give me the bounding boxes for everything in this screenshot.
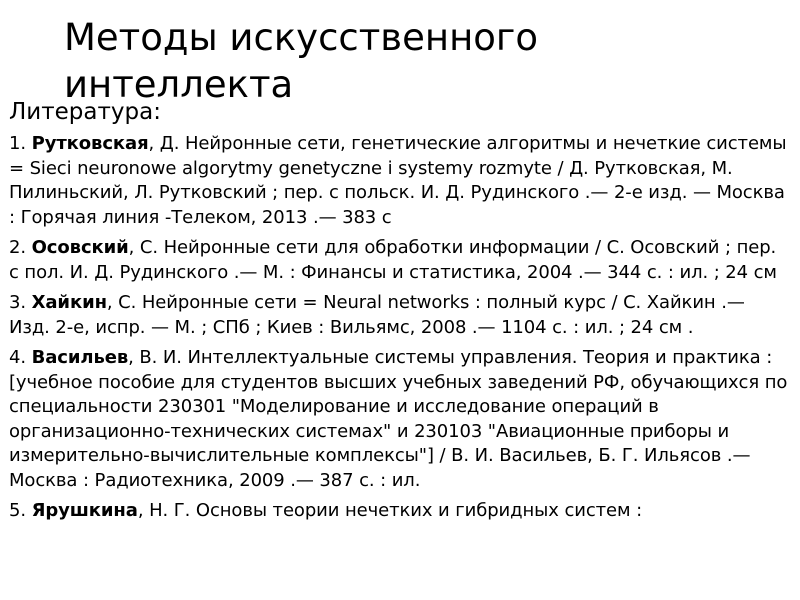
- reference-number: 2.: [9, 237, 32, 258]
- reference-text: , С. Нейронные сети для обработки информации / С. Осовский ; пер. с пол. И. Д. Рудинского .— М. : Финансы и статистика, 2004 .— 344 с. : ил. ; 24 см: [9, 237, 777, 283]
- literature-heading: Литература:: [9, 99, 161, 125]
- reference-author: Осовский: [31, 237, 129, 258]
- reference-text: , С. Нейронные сети = Neural networks : полный курс / С. Хайкин .— Изд. 2-е, испр. — М. ; СПб ; Киев : Вильямс, 2008 .— 1104 с. : ил. ; 24 см .: [9, 292, 745, 338]
- reference-author: Рутковская: [31, 133, 149, 154]
- reference-text: , Н. Г. Основы теории нечетких и гибридных систем :: [137, 500, 643, 521]
- reference-item-5: [9, 499, 789, 524]
- reference-number: 5.: [9, 500, 32, 521]
- reference-number: 1.: [9, 133, 32, 154]
- reference-text: , В. И. Интеллектуальные системы управления. Теория и практика : [учебное пособие для студентов высших учебных заведений РФ, обучающихся по специальности 230301 "Моделирование и исследование операций в организационно-технических системах" и 230103 "Авиационные приборы и измерительно-вычислительные комплексы"] / В. И. Васильев, Б. Г. Ильясов .— Москва : Радиотехника, 2009 .— 387 с. : ил.: [9, 347, 788, 491]
- reference-author: Хайкин: [31, 292, 107, 313]
- reference-number: 4.: [9, 347, 32, 368]
- reference-number: 3.: [9, 292, 32, 313]
- reference-text: , Д. Нейронные сети, генетические алгоритмы и нечеткие системы = Sieci neuronowe algorytmy genetyczne i systemy rozmyte / Д. Рутковская, М. Пилиньский, Л. Рутковский ; пер. с польск. И. Д. Рудинского .— 2-е изд. — Москва : Горячая линия -Телеком, 2013 .— 383 с: [9, 133, 787, 228]
- reference-item-2: [9, 236, 789, 285]
- slide-title: Методы искусственного интеллекта: [64, 16, 538, 106]
- reference-item-4: [9, 346, 789, 493]
- reference-list: [9, 132, 789, 530]
- reference-author: Ярушкина: [31, 500, 138, 521]
- reference-item-3: [9, 291, 789, 340]
- reference-author: Васильев: [31, 347, 129, 368]
- reference-item-1: [9, 132, 789, 230]
